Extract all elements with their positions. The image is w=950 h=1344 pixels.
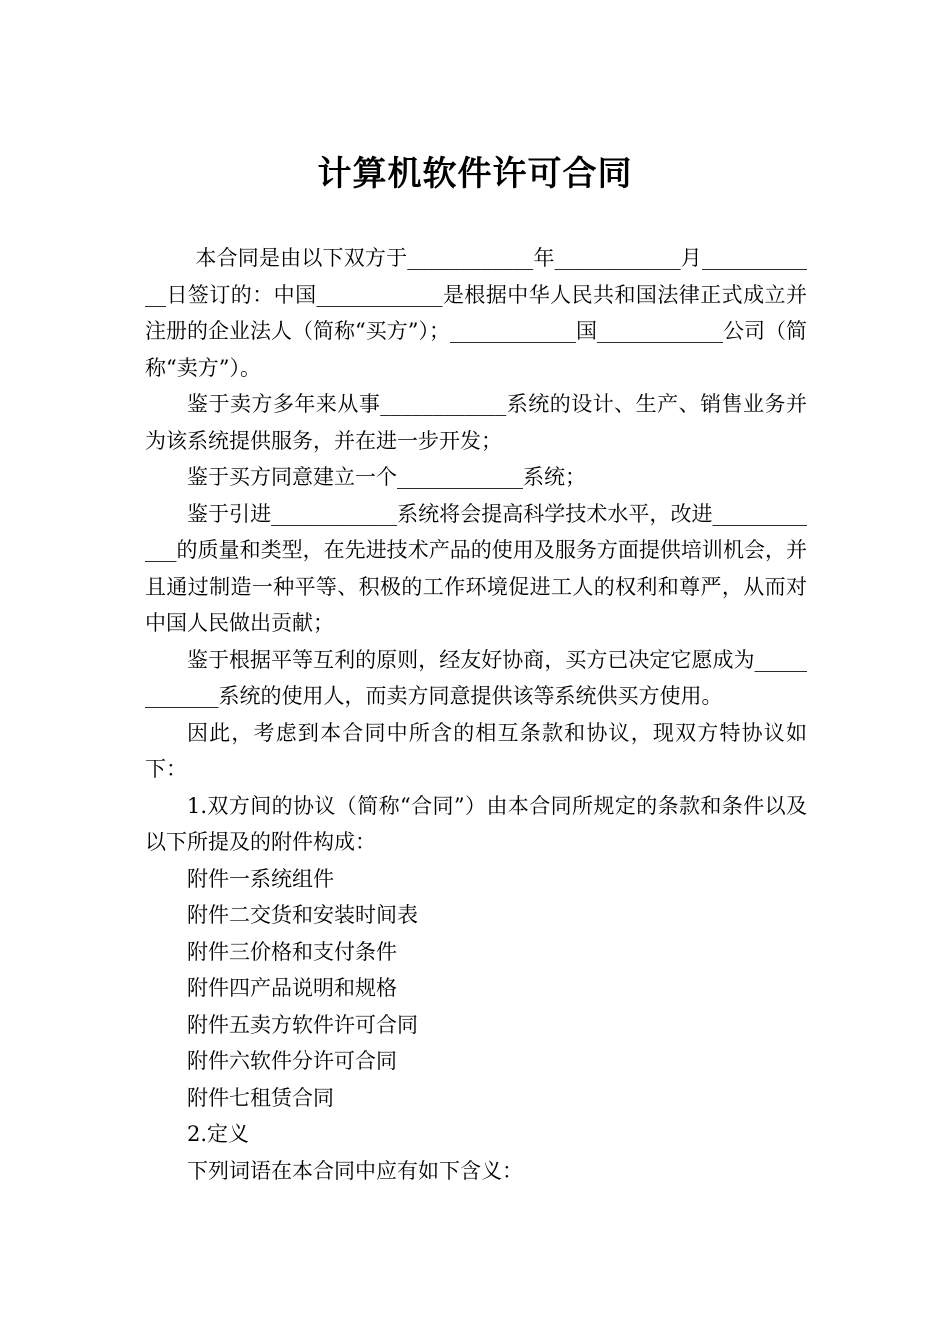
paragraph-whereas-seller: 鉴于卖方多年来从事____________系统的设计、生产、销售业务并为该系统提供服务，并在进一步开发； — [145, 392, 807, 453]
annex-item: 附件一系统组件 — [187, 866, 334, 891]
annex-item: 附件三价格和支付条件 — [187, 939, 397, 964]
annex-item: 附件五卖方软件许可合同 — [187, 1012, 418, 1037]
annex-item: 附件七租赁合同 — [187, 1085, 334, 1110]
annex-item: 附件四产品说明和规格 — [187, 976, 397, 1000]
paragraph-whereas-buyer: 鉴于买方同意建立一个____________系统； — [187, 465, 586, 489]
annex-item: 附件六软件分许可合同 — [187, 1049, 397, 1073]
annex-item: 附件二交货和安装时间表 — [187, 903, 418, 927]
document-title: 计算机软件许可合同 — [317, 153, 633, 194]
document-body — [145, 240, 807, 1189]
clause-2-heading: 2.定义 — [187, 1122, 250, 1146]
paragraph-therefore: 因此，考虑到本合同中所含的相互条款和协议，现双方特协议如下： — [145, 720, 807, 781]
paragraph-whereas-introduction: 鉴于引进____________系统将会提高科学技术水平，改进____________的质量和类型，在先进技术产品的使用及服务方面提供培训机会，并且通过制造一种平等、积极的工作环境促进工人的权利和尊严，从而对中国人民做出贡献； — [145, 501, 807, 635]
clause-1-agreement: 1.双方间的协议（简称“合同”）由本合同所规定的条款和条件以及以下所提及的附件构成： — [145, 793, 807, 854]
clause-2-intro: 下列词语在本合同中应有如下含义： — [187, 1158, 523, 1183]
paragraph-whereas-equality: 鉴于根据平等互利的原则，经友好协商，买方已决定它愿成为____________系统的使用人，而卖方同意提供该等系统供买方使用。 — [145, 647, 807, 708]
paragraph-preamble: 本合同是由以下双方于____________年____________月____________日签订的：中国____________是根据中华人民共和国法律正式成立并注册的企业法人（简称“买方”）；____________国____________公司（简称“卖方”）。 — [145, 246, 807, 380]
